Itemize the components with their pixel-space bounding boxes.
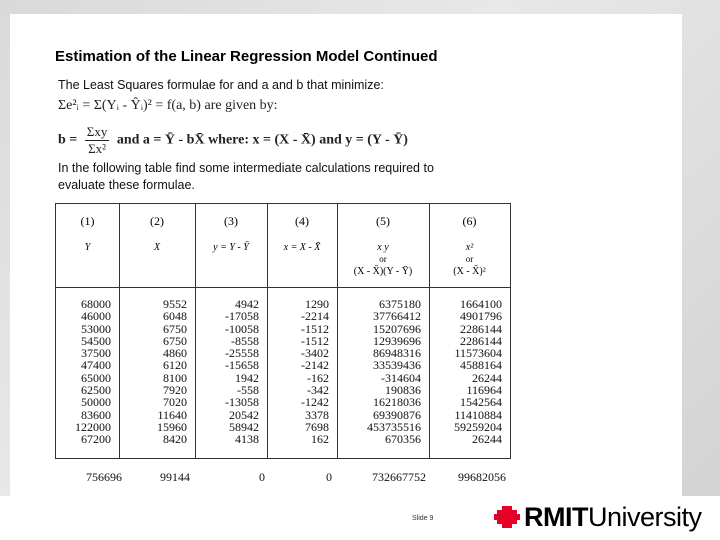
column-number: (4)	[295, 214, 309, 228]
slide-number: Slide 9	[412, 515, 434, 522]
formula-fraction	[85, 124, 110, 157]
rmit-pixel-logo-icon	[494, 506, 520, 528]
formula-b-label: b =	[58, 132, 78, 148]
total-col-2: 99144	[160, 470, 190, 484]
logo-rest: University	[587, 501, 702, 532]
total-col-3: 0	[259, 470, 265, 484]
table-column-5	[337, 204, 430, 458]
column-values: 6375180 37766412 15207696 12939696 86948316 33539436 -314604 190836 16218036 69390876 453735516 670356	[367, 297, 421, 447]
table-column-1	[56, 204, 120, 458]
slide-title: Estimation of the Linear Regression Model Continued	[55, 48, 438, 65]
calculation-table	[55, 203, 511, 459]
formula-b-a	[58, 124, 408, 157]
column-number: (6)	[462, 214, 477, 228]
column-values: 68000 46000 53000 54500 37500 47400 65000 62500 50000 83600 122000 67200	[75, 297, 111, 447]
column-number: (2)	[150, 214, 164, 228]
column-label: Y	[84, 242, 91, 253]
instruction-paragraph: In the following table find some intermediate calculations required to evaluate these formulae.	[58, 161, 434, 192]
column-label: y = Y - Ȳ	[213, 242, 249, 253]
column-values: 1290 -2214 -1512 -1512 -3402 -2142 -162 -342 -1242 3378 7698 162	[301, 297, 329, 447]
column-values: 9552 6048 6750 6750 4860 6120 8100 7920 7020 11640 15960 8420	[157, 297, 187, 447]
formula-denominator: Σx²	[88, 141, 107, 156]
column-values: 4942 -17058 -10058 -8558 -25558 -15658 1942 -558 -13058 20542 58942 4138	[225, 297, 259, 447]
total-col-6: 99682056	[458, 470, 506, 484]
column-or: or	[465, 254, 474, 264]
table-column-3	[195, 204, 268, 458]
intro-text: The Least Squares formulae for and a and b that minimize:	[58, 78, 384, 92]
logo-bold: RMIT	[524, 501, 588, 532]
column-number: (5)	[376, 214, 390, 228]
column-or: or	[379, 254, 387, 264]
column-number: (1)	[80, 214, 95, 228]
table-column-2	[119, 204, 196, 458]
logo-wordmark	[524, 502, 702, 533]
column-alt-label: (X - X̄)(Y - Ȳ)	[353, 266, 413, 277]
column-alt-label: (X - X̄)²	[453, 266, 486, 277]
column-values: 1664100 4901796 2286144 2286144 11573604 4588164 26244 116964 1542564 11410884 59259204 26244	[454, 297, 502, 447]
total-col-4: 0	[326, 470, 332, 484]
formula-rest: and a = Ȳ - bX̄ where: x = (X - X̄) and y = (Y - Ȳ)	[116, 132, 408, 148]
rmit-logo	[494, 500, 702, 534]
total-col-1: 756696	[86, 470, 122, 484]
formula-sse: Σe²ᵢ = Σ(Yᵢ - Ŷᵢ)² = f(a, b) are given by:	[58, 98, 278, 113]
table-column-6	[429, 204, 510, 458]
column-label: X	[153, 242, 161, 253]
column-number: (3)	[224, 214, 238, 228]
column-label: x = X - X̄	[283, 242, 321, 253]
formula-numerator: Σxy	[86, 124, 108, 139]
column-label: x y	[377, 242, 389, 253]
total-col-5: 732667752	[372, 470, 426, 484]
column-label: x²	[465, 242, 474, 253]
table-column-4	[267, 204, 338, 458]
